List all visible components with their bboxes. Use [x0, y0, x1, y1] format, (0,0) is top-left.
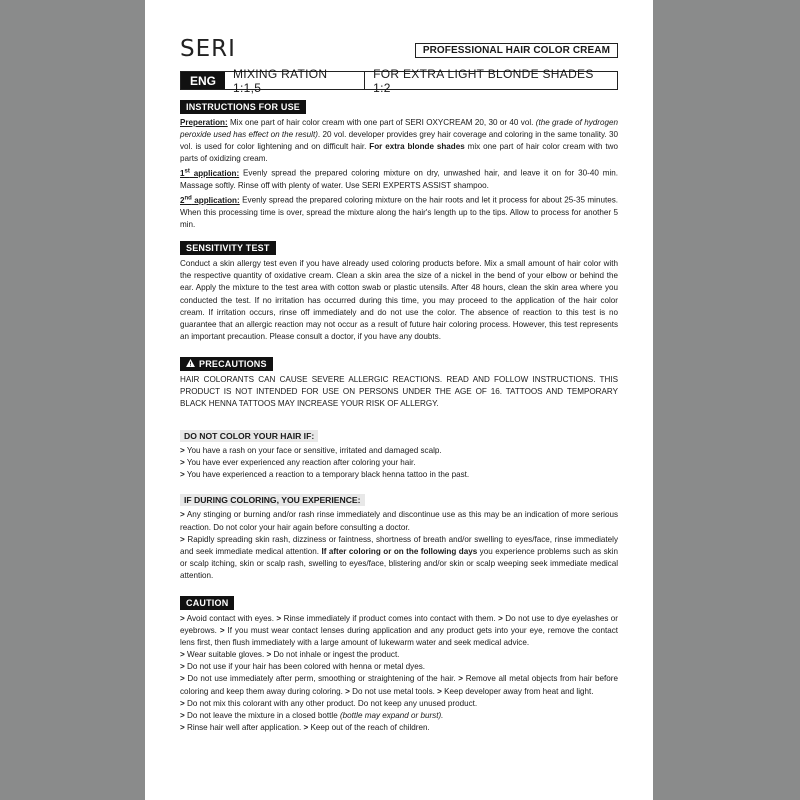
list-item-text: You have a rash on your face or sensitive, irritated and damaged scalp.	[186, 446, 442, 456]
first-application-text: Evenly spread the prepared coloring mixture on dry, unwashed hair, and leave it on for 30-40 min. Massage softly. Rinse off with plenty of water. Use SERI EXPERTS ASSIST shampoo.	[180, 169, 618, 191]
list-item	[180, 698, 618, 710]
caution-text: If you must wear contact lenses during application and any product gets into your eye, remove the contact lens first, then flush immediately with a large amount of lukewarm water and seek medical advice.	[180, 626, 618, 648]
first-application-word: application:	[189, 169, 240, 179]
caution-text: Keep out of the reach of children.	[310, 722, 430, 732]
list-item	[180, 509, 618, 533]
caution-text: Rinse hair well after application.	[186, 722, 304, 732]
language-label: ENG	[181, 72, 225, 89]
caution-note: (bottle may expand or burst).	[339, 710, 444, 720]
second-application-number: 2	[180, 195, 185, 205]
bullet: >	[180, 534, 185, 544]
warning-icon	[186, 359, 195, 369]
list-item-text: Rapidly spreading skin rash, dizziness or faintness, shortness of breath and/or swelling to eyes/face, rinse immediately and seek immediate medical attention.	[180, 534, 619, 556]
bullet: >	[180, 446, 185, 456]
bullet: >	[180, 614, 185, 623]
preparation-text: Mix one part of hair color cream with one part of SERI OXYCREAM 20, 30 or 40 vol.	[227, 118, 536, 127]
preparation-label: Preperation:	[180, 118, 228, 127]
caution-text: Wear suitable gloves.	[186, 650, 267, 660]
bullet: >	[437, 686, 442, 696]
bullet: >	[266, 650, 272, 660]
bullet: >	[180, 470, 185, 480]
second-application-label	[180, 196, 240, 205]
caution-text: Keep developer away from heat and light.	[444, 686, 594, 696]
caution-text: Do not leave the mixture in a closed bottle	[186, 710, 340, 720]
second-application-paragraph	[180, 192, 618, 231]
brand-logo: SERI	[180, 36, 236, 62]
instruction-sheet	[145, 0, 653, 800]
list-item-text-2: you experience problems such as skin or scalp itching, skin or scalp rash, swelling to eyes/face, blistering and/or skin or scalp weeping seek immediate medical attention.	[180, 546, 618, 580]
caution-text: Do not use metal tools.	[352, 686, 438, 696]
list-item	[180, 534, 618, 582]
bullet: >	[498, 614, 503, 623]
first-application-paragraph	[180, 165, 618, 192]
list-item-text: You have ever experienced any reaction after coloring your hair.	[186, 458, 416, 468]
mixing-ratio: MIXING RATION 1:1,5	[225, 72, 365, 89]
caution-text: Do not use immediately after perm, smoothing or straightening of the hair.	[187, 674, 459, 684]
precautions-paragraph: HAIR COLORANTS CAN CAUSE SEVERE ALLERGIC REACTIONS. READ AND FOLLOW INSTRUCTIONS. THIS PRODUCT IS NOT INTENDED FOR USE ON PERSONS UNDER THE AGE OF 16. TATTOOS AND TEMPORARY BLACK HENNA TATTOOS MAY INCREASE YOUR RISK OF ALLERGY.	[180, 374, 618, 409]
caution-text: Do not use to dye eyelashes or eyebrows.	[180, 614, 619, 636]
header	[180, 36, 618, 64]
bullet: >	[180, 458, 185, 468]
bullet: >	[180, 710, 185, 720]
caution-text: Avoid contact with eyes.	[186, 614, 277, 623]
bullet: >	[180, 674, 185, 684]
second-application-text: Evenly spread the prepared coloring mixture on the hair roots and let it process for about 25-35 minutes. When this processing time is over, spread the mixture along the hair's length up to the tips. Allow to process for another 5 min.	[180, 195, 618, 230]
sensitivity-paragraph: Conduct a skin allergy test even if you have already used coloring products before. Mix a small amount of hair color with the respective quantity of oxidative cream. Clean a skin area the size of a nickel in the bend of your elbow or behind the ear. Apply the mixture to the test area with cotton swab or plastic utensils. After 48 hours, clean the skin area where you conducted the test. If no irritation has occurred during this time, you may proceed to the application of the hair color cream. If irritation occurs, rinse off immediately and do not use the color. The absence of reaction to this test is no guarantee that an allergic reaction may not occur as a result of future hair coloring process. However, this test represents an important precaution. Please consult a doctor, if you have any doubts.	[180, 259, 618, 341]
product-title: PROFESSIONAL HAIR COLOR CREAM	[415, 43, 618, 58]
bullet: >	[345, 686, 350, 696]
caution-heading: CAUTION	[180, 596, 234, 610]
bullet: >	[180, 662, 185, 672]
bullet: >	[180, 650, 185, 660]
second-application-word: application:	[191, 195, 240, 205]
preparation-note: (the grade of hydrogen peroxide used has effect on the result)	[180, 118, 618, 140]
bullet: >	[180, 510, 185, 520]
list-item-text: Any stinging or burning and/or rash rinse immediately and discontinue use as this may be an indication of more serious reaction. Do not color your hair again before consulting a doctor.	[180, 510, 618, 532]
extra-blonde-label: For extra blonde shades	[369, 142, 465, 152]
sheet-content	[180, 36, 618, 734]
list-item	[180, 722, 618, 734]
caution-text: Rinse immediately if product comes into contact with them.	[283, 614, 499, 623]
preparation-text-3: mix one part of hair color cream with two parts of oxidizing cream.	[180, 142, 618, 164]
list-item	[180, 673, 618, 697]
during-coloring-heading: IF DURING COLORING, YOU EXPERIENCE:	[180, 494, 365, 506]
list-item	[180, 649, 618, 661]
do-not-color-heading: DO NOT COLOR YOUR HAIR IF:	[180, 430, 318, 442]
second-application-sup: nd	[184, 195, 192, 202]
list-item	[180, 613, 618, 649]
caution-text: Remove all metal objects from hair before coloring and keep them away during coloring.	[180, 674, 618, 696]
mixing-ratio-bar	[180, 66, 618, 95]
bullet: >	[219, 626, 225, 636]
caution-text: Do not mix this colorant with any other product. Do not keep any unused product.	[186, 698, 478, 708]
first-application-sup: st	[184, 168, 190, 175]
list-item	[180, 457, 618, 469]
sensitivity-heading: SENSITIVITY TEST	[180, 241, 276, 255]
preparation-paragraph	[180, 117, 618, 165]
precautions-heading	[180, 357, 273, 371]
bullet: >	[180, 698, 185, 708]
bullet: >	[276, 614, 282, 623]
list-item-text: You have experienced a reaction to a temporary black henna tattoo in the past.	[186, 470, 470, 480]
list-item	[180, 710, 618, 722]
bullet: >	[180, 722, 185, 732]
list-item	[180, 469, 618, 481]
caution-text: Do not inhale or ingest the product.	[273, 650, 400, 660]
list-item-bold: If after coloring or on the following days	[321, 546, 478, 556]
instructions-heading: INSTRUCTIONS FOR USE	[180, 100, 306, 114]
mixing-ratio-blonde: FOR EXTRA LIGHT BLONDE SHADES 1:2	[373, 66, 594, 95]
list-item	[180, 661, 618, 673]
preparation-text-2: . 20 vol. developer provides grey hair coverage and coloring in the same tonality. 30 vol. is used for color lightening and on difficult hair.	[180, 130, 618, 152]
caution-text: Do not use if your hair has been colored with henna or metal dyes.	[186, 662, 425, 672]
bullet: >	[303, 722, 309, 732]
list-item	[180, 445, 618, 457]
precautions-title: PRECAUTIONS	[199, 358, 267, 369]
bullet: >	[458, 674, 464, 684]
first-application-label	[180, 169, 239, 178]
first-application-number: 1	[180, 169, 185, 179]
